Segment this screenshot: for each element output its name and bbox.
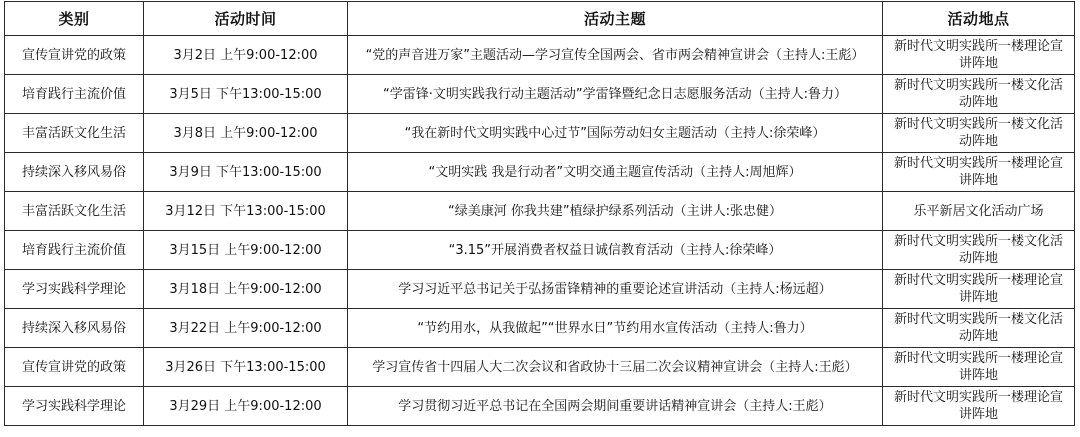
- cell-place: 新时代文明实践所一楼理论宣讲阵地: [883, 348, 1075, 387]
- activity-schedule-table: [4, 1, 1075, 426]
- cell-time: 3月2日 上午9:00-12:00: [144, 36, 348, 75]
- cell-theme: “学雷锋·文明实践我行动主题活动”学雷锋暨纪念日志愿服务活动（主持人:鲁力）: [348, 75, 883, 114]
- cell-time: 3月18日 上午9:00-12:00: [144, 270, 348, 309]
- cell-place: 乐平新居文化活动广场: [883, 192, 1075, 231]
- table-header: [5, 2, 1075, 36]
- cell-time: 3月29日 上午9:00-12:00: [144, 387, 348, 426]
- cell-place: 新时代文明实践所一楼理论宣讲阵地: [883, 270, 1075, 309]
- cell-place: 新时代文明实践所一楼理论宣讲阵地: [883, 153, 1075, 192]
- cell-place: 新时代文明实践所一楼文化活动阵地: [883, 309, 1075, 348]
- table-row: [5, 153, 1075, 192]
- cell-theme: “党的声音进万家”主题活动—学习宣传全国两会、省市两会精神宣讲会（主持人:王彪）: [348, 36, 883, 75]
- cell-time: 3月9日 下午13:00-15:00: [144, 153, 348, 192]
- table-row: [5, 309, 1075, 348]
- cell-category: 学习实践科学理论: [5, 270, 144, 309]
- cell-category: 学习实践科学理论: [5, 387, 144, 426]
- cell-time: 3月12日 下午13:00-15:00: [144, 192, 348, 231]
- cell-time: 3月15日 上午9:00-12:00: [144, 231, 348, 270]
- cell-theme: 学习贯彻习近平总书记在全国两会期间重要讲话精神宣讲会（主持人:王彪）: [348, 387, 883, 426]
- table-row: [5, 36, 1075, 75]
- cell-time: 3月5日 下午13:00-15:00: [144, 75, 348, 114]
- cell-place: 新时代文明实践所一楼文化活动阵地: [883, 75, 1075, 114]
- header-time: 活动时间: [144, 2, 348, 36]
- cell-category: 持续深入移风易俗: [5, 309, 144, 348]
- header-category: 类别: [5, 2, 144, 36]
- cell-category: 宣传宣讲党的政策: [5, 36, 144, 75]
- table-row: [5, 192, 1075, 231]
- cell-place: 新时代文明实践所一楼理论宣讲阵地: [883, 387, 1075, 426]
- cell-theme: 学习宣传省十四届人大二次会议和省政协十三届二次会议精神宣讲会（主持人:王彪）: [348, 348, 883, 387]
- header-place: 活动地点: [883, 2, 1075, 36]
- table-body: [5, 36, 1075, 426]
- table-row: [5, 348, 1075, 387]
- table-row: [5, 114, 1075, 153]
- cell-category: 持续深入移风易俗: [5, 153, 144, 192]
- cell-place: 新时代文明实践所一楼理论宣讲阵地: [883, 36, 1075, 75]
- cell-theme: “节约用水，从我做起”“世界水日”节约用水宣传活动（主持人:鲁力）: [348, 309, 883, 348]
- header-row: [5, 2, 1075, 36]
- cell-theme: “我在新时代文明实践中心过节”国际劳动妇女主题活动（主持人:徐荣峰）: [348, 114, 883, 153]
- cell-place: 新时代文明实践所一楼文化活动阵地: [883, 114, 1075, 153]
- table-row: [5, 75, 1075, 114]
- cell-time: 3月26日 下午13:00-15:00: [144, 348, 348, 387]
- cell-theme: “3.15”开展消费者权益日诚信教育活动（主持人:徐荣峰）: [348, 231, 883, 270]
- cell-category: 培育践行主流价值: [5, 231, 144, 270]
- header-theme: 活动主题: [348, 2, 883, 36]
- table-row: [5, 270, 1075, 309]
- cell-category: 宣传宣讲党的政策: [5, 348, 144, 387]
- cell-category: 培育践行主流价值: [5, 75, 144, 114]
- cell-place: 新时代文明实践所一楼文化活动阵地: [883, 231, 1075, 270]
- cell-time: 3月22日 上午9:00-12:00: [144, 309, 348, 348]
- cell-time: 3月8日 上午9:00-12:00: [144, 114, 348, 153]
- cell-theme: “绿美康河 你我共建”植绿护绿系列活动（主讲人:张忠健）: [348, 192, 883, 231]
- table-row: [5, 387, 1075, 426]
- cell-category: 丰富活跃文化生活: [5, 114, 144, 153]
- cell-theme: 学习习近平总书记关于弘扬雷锋精神的重要论述宣讲活动（主持人:杨远超）: [348, 270, 883, 309]
- cell-category: 丰富活跃文化生活: [5, 192, 144, 231]
- cell-theme: “文明实践 我是行动者”文明交通主题宣传活动（主持人:周旭辉）: [348, 153, 883, 192]
- table-row: [5, 231, 1075, 270]
